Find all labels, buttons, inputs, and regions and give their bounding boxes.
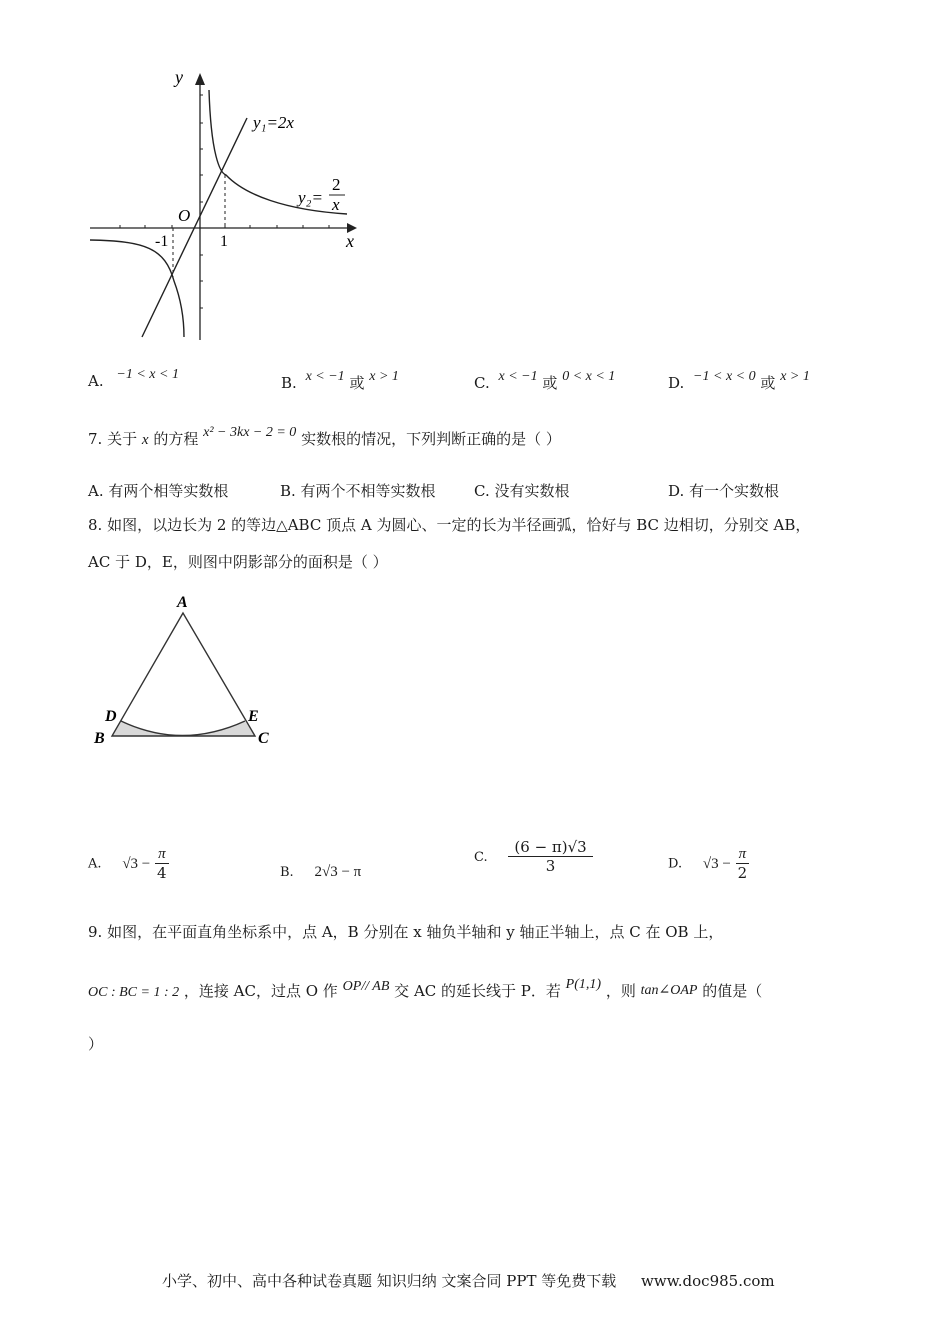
tick-label-neg1: -1 bbox=[155, 233, 169, 250]
q9-text4: 的值是（ bbox=[702, 982, 763, 1000]
q6-option-c-expr2: 0 < x < 1 bbox=[562, 369, 616, 384]
shaded-region-right bbox=[182, 721, 255, 736]
footer-text: 小学、初中、高中各种试卷真题 知识归纳 文案合同 PPT 等免费下载 bbox=[162, 1272, 617, 1290]
q8-option-d-letter: D. bbox=[668, 856, 683, 872]
q6-option-c-expr1: x < −1 bbox=[498, 369, 538, 384]
point-label-d: D bbox=[105, 708, 117, 725]
q6-option-c-or: 或 bbox=[542, 374, 558, 392]
q9-tan: tan∠OAP bbox=[640, 983, 698, 998]
q8-option-a-pre: √3 − bbox=[122, 855, 151, 872]
hyperbola-branch-right bbox=[209, 90, 347, 214]
q7-mid: 的方程 bbox=[153, 430, 199, 448]
q6-option-d-expr1: −1 < x < 0 bbox=[693, 369, 756, 384]
q9-text1: ，连接 AC，过点 O 作 bbox=[183, 982, 338, 1000]
q7-suffix: 实数根的情况，下列判断正确的是（ ） bbox=[301, 430, 561, 448]
q8-stem-line2: AC 于 D，E，则图中阴影部分的面积是（ ） bbox=[88, 553, 388, 571]
curve-label-den: x bbox=[332, 195, 340, 214]
q9-text3: ，则 bbox=[605, 982, 636, 1000]
triangle-figure bbox=[90, 590, 290, 755]
q6-option-a-letter: A. bbox=[88, 372, 104, 390]
function-graph-figure bbox=[85, 65, 385, 345]
q8-option-c-letter: C. bbox=[474, 849, 488, 865]
q9-stem-line2 bbox=[88, 977, 763, 1001]
q6-option-b-or: 或 bbox=[349, 374, 365, 392]
triangle-abc bbox=[112, 613, 255, 736]
q9-parallel: OP// AB bbox=[342, 979, 390, 994]
footer-url[interactable]: www.doc985.com bbox=[641, 1272, 775, 1290]
q6-option-c-letter: C. bbox=[474, 374, 490, 392]
q7-stem bbox=[88, 425, 561, 449]
y-axis-label: y bbox=[175, 67, 183, 87]
line-label: y₁=2x bbox=[253, 113, 294, 132]
q8-stem-line1: 8. 如图，以边长为 2 的等边△ABC 顶点 A 为圆心、一定的长为半径画弧，恰好与 BC 边相切，分别交 AB， bbox=[88, 516, 811, 534]
q9-ratio: OC : BC = 1 : 2 bbox=[88, 985, 180, 1000]
q7-equation: x² − 3kx − 2 = 0 bbox=[203, 425, 297, 440]
point-label-e: E bbox=[248, 708, 259, 725]
q9-point: P(1,1) bbox=[565, 977, 602, 992]
q8-option-c-fraction: $\frac{(6 - \pi)√3}{3}$ bbox=[508, 838, 592, 875]
q8-option-a-letter: A. bbox=[88, 856, 102, 872]
shaded-region-left bbox=[112, 721, 182, 736]
q8-option-b[interactable] bbox=[280, 862, 361, 881]
q8-option-b-letter: B. bbox=[280, 865, 294, 880]
q6-option-d-expr2: x > 1 bbox=[780, 369, 810, 384]
y-axis-arrow bbox=[195, 73, 205, 85]
tick-label-1: 1 bbox=[220, 233, 228, 250]
q8-option-b-expr: 2√3 − π bbox=[314, 864, 362, 880]
vertex-label-a: A bbox=[177, 594, 188, 611]
q8-option-d-fraction: $\frac{\pi}{2}$ bbox=[737, 846, 748, 882]
q7-option-b[interactable]: B. 有两个不相等实数根 bbox=[280, 482, 436, 500]
q7-option-d[interactable]: D. 有一个实数根 bbox=[668, 482, 780, 500]
q6-option-a-expr: −1 < x < 1 bbox=[116, 367, 179, 382]
q8-option-c[interactable] bbox=[474, 838, 593, 875]
q6-option-b[interactable] bbox=[281, 364, 399, 392]
q9-text2: 交 AC 的延长线于 P．若 bbox=[394, 982, 561, 1000]
q8-option-d-pre: √3 − bbox=[702, 855, 731, 872]
hyperbola-branch-left bbox=[90, 240, 184, 337]
q8-option-a-fraction: $\frac{\pi}{4}$ bbox=[157, 846, 167, 882]
q7-option-a[interactable]: A. 有两个相等实数根 bbox=[88, 482, 229, 500]
x-axis-label: x bbox=[346, 231, 354, 251]
q8-option-a[interactable] bbox=[88, 845, 169, 882]
q6-option-b-letter: B. bbox=[281, 374, 297, 392]
vertex-label-b: B bbox=[94, 730, 105, 747]
origin-label: O bbox=[178, 206, 191, 225]
q6-option-b-expr2: x > 1 bbox=[369, 369, 399, 384]
q7-var: x bbox=[141, 432, 149, 448]
curve-label-prefix: y₂= bbox=[298, 188, 323, 207]
q7-prefix: 7. 关于 bbox=[88, 430, 138, 448]
q6-option-b-expr1: x < −1 bbox=[305, 369, 345, 384]
q7-option-c[interactable]: C. 没有实数根 bbox=[474, 482, 570, 500]
q6-option-d-or: 或 bbox=[760, 374, 776, 392]
q8-option-d[interactable] bbox=[668, 845, 749, 882]
footer bbox=[162, 1270, 775, 1291]
vertex-label-c: C bbox=[258, 730, 269, 747]
q6-option-d[interactable] bbox=[668, 364, 810, 392]
q6-option-a[interactable] bbox=[88, 364, 179, 390]
q6-option-d-letter: D. bbox=[668, 374, 685, 392]
q9-stem-line3: ） bbox=[88, 1035, 104, 1053]
q6-option-c[interactable] bbox=[474, 364, 616, 392]
curve-label-num: 2 bbox=[332, 175, 341, 194]
q9-stem-line1: 9. 如图，在平面直角坐标系中，点 A，B 分别在 x 轴负半轴和 y 轴正半轴上，点 C 在 OB 上， bbox=[88, 923, 724, 941]
